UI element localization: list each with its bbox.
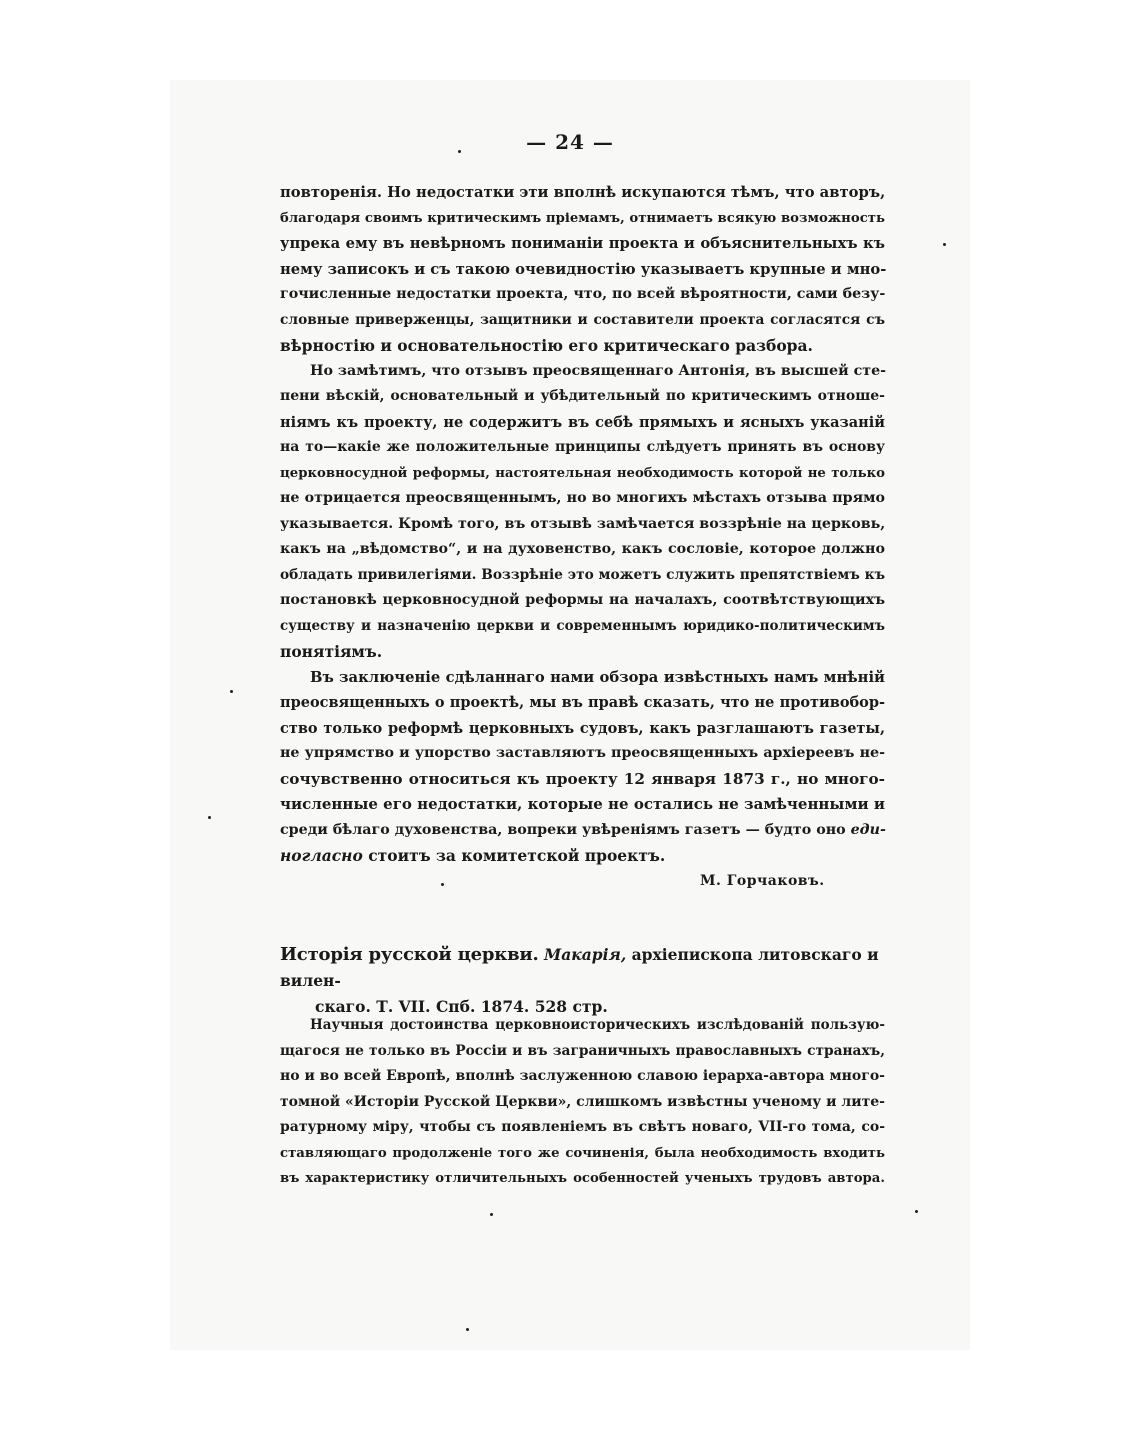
italic-fragment: еди-	[850, 821, 886, 838]
scan-speck	[490, 1213, 493, 1216]
text-line: Научныя достоинства церковноисторическихъ изслѣдованій пользую-	[310, 1017, 885, 1033]
text-line: щагося не только въ Россіи и въ заграничныхъ православныхъ странахъ,	[280, 1042, 885, 1059]
text-line: въ характеристику отличительныхъ особенностей ученыхъ трудовъ автора.	[280, 1171, 885, 1186]
text-line: нему записокъ и съ такою очевидностію указываетъ крупные и мно-	[280, 260, 887, 278]
text-fragment: среди бѣлаго духовенства, вопреки увѣреніямъ газетъ — будто оно	[280, 821, 846, 838]
text-line: благодаря своимъ критическимъ пріемамъ, отнимаетъ всякую возможность	[280, 210, 885, 226]
text-line: понятіямъ.	[280, 642, 383, 661]
review-paragraph	[280, 1013, 885, 1192]
text-line: не упрямство и упорство заставляютъ преосвященныхъ архіереевъ не-	[280, 745, 885, 761]
text-line: ство только реформѣ церковныхъ судовъ, какъ разглашаютъ газеты,	[280, 719, 885, 737]
heading-line-2: скаго. Т. VII. Спб. 1874. 528 стр.	[315, 997, 608, 1016]
text-line: упрека ему въ невѣрномъ пониманіи проекта и объяснительныхъ къ	[280, 235, 885, 252]
text-line: Но замѣтимъ, что отзывъ преосвященнаго Антонія, въ высшей сте-	[310, 362, 887, 379]
paragraph-1	[280, 180, 885, 359]
heading-rest: архіепископа литовскаго и вилен-	[280, 945, 879, 990]
scan-speck	[458, 150, 461, 153]
text-line	[280, 843, 885, 869]
text-line: повторенія. Но недостатки эти вполнѣ искупаются тѣмъ, что авторъ,	[280, 184, 886, 201]
scan-speck	[230, 690, 233, 693]
text-fragment: стоитъ за комитетской проектъ.	[368, 846, 666, 865]
review-heading	[280, 942, 885, 1020]
text-line: ратурному міру, чтобы съ появленіемъ въ свѣтъ новаго, VII-го тома, со-	[280, 1119, 885, 1135]
scan-speck	[441, 883, 444, 886]
book-title: Исторія русской церкви.	[280, 944, 539, 965]
scan-speck	[915, 1210, 918, 1213]
text-line: словные приверженцы, защитники и составители проекта согласятся съ	[280, 311, 885, 328]
text-line: Въ заключеніе сдѣланнаго нами обзора извѣстныхъ намъ мнѣній	[310, 668, 885, 686]
text-line: постановкѣ церковносудной реформы на началахъ, соотвѣтствующихъ	[280, 592, 885, 608]
text-line: томной «Исторіи Русской Церкви», слишкомъ извѣстны ученому и лите-	[280, 1093, 885, 1110]
scan-speck	[466, 1328, 469, 1331]
text-line: ніямъ къ проекту, не содержитъ въ себѣ прямыхъ и ясныхъ указаній	[280, 413, 885, 431]
italic-fragment: ногласно	[280, 846, 363, 865]
text-line: пени вѣскій, основательный и убѣдительный по критическимъ отноше-	[280, 388, 885, 404]
paragraph-2	[280, 359, 885, 665]
text-line: существу и назначенію церкви и современнымъ юридико-политическимъ	[280, 617, 885, 634]
scan-speck	[208, 816, 211, 819]
scan-speck	[943, 243, 946, 246]
text-line: церковносудной реформы, настоятельная необходимость которой не только	[280, 465, 885, 481]
heading-line-1	[280, 942, 885, 994]
text-line: численные его недостатки, которые не остались не замѣченными и	[280, 795, 885, 813]
author-signature: М. Горчаковъ.	[700, 873, 825, 889]
paragraph-3	[280, 665, 885, 869]
text-line: на то—какіе же положительные принципы слѣдуетъ принять въ основу	[280, 439, 885, 455]
text-line: гочисленные недостатки проекта, что, по всей вѣроятности, сами безу-	[280, 286, 886, 302]
text-line: указывается. Кромѣ того, въ отзывѣ замѣчается воззрѣніе на церковь,	[280, 515, 886, 532]
text-line: сочувственно относиться къ проекту 12 января 1873 г., но много-	[280, 769, 885, 788]
book-author: Макарія,	[544, 945, 627, 964]
text-line	[280, 818, 885, 844]
text-line: но и во всей Европѣ, вполнѣ заслуженною славою іерарха-автора много-	[280, 1068, 885, 1084]
text-line: не отрицается преосвященнымъ, но во многихъ мѣстахъ отзыва прямо	[280, 490, 885, 506]
text-line: какъ на „вѣдомство“, и на духовенство, какъ сословіе, которое должно	[280, 541, 885, 557]
text-line: преосвященныхъ о проектѣ, мы въ правѣ сказать, что не противобор-	[280, 694, 885, 711]
text-line: вѣрностію и основательностію его критическаго разбора.	[280, 336, 813, 355]
page-number: — 24 —	[526, 130, 614, 154]
text-line: ставляющаго продолженіе того же сочиненія, была необходимость входить	[280, 1145, 885, 1161]
text-line: обладать привилегіями. Воззрѣніе это можетъ служить препятствіемъ къ	[280, 566, 886, 583]
